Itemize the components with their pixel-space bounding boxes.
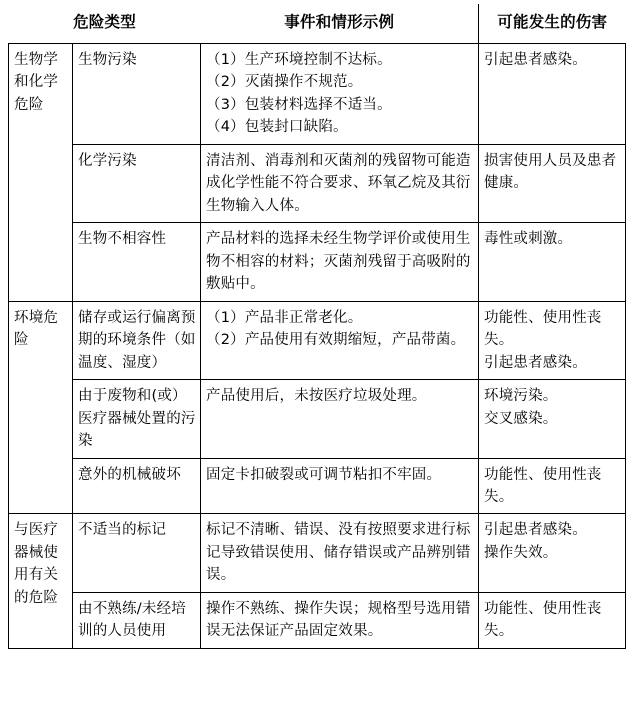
- column-header-example: 事件和情形示例: [201, 4, 479, 44]
- risk-group-name: 与医疗器械使用有关的危险: [9, 514, 73, 648]
- risk-example: （1）生产环境控制不达标。 （2）灭菌操作不规范。 （3）包装材料选择不适当。 （4）包装封口缺陷。: [201, 44, 479, 145]
- risk-example: 固定卡扣破裂或可调节粘扣不牢固。: [201, 458, 479, 514]
- risk-example: 产品使用后，未按医疗垃圾处理。: [201, 380, 479, 458]
- column-header-harm: 可能发生的伤害: [479, 4, 626, 44]
- table-row: [9, 380, 626, 458]
- risk-group-name: 生物学和化学危险: [9, 44, 73, 302]
- risk-example: 标记不清晰、错误、没有按照要求进行标记导致错误使用、储存错误或产品辨别错误。: [201, 514, 479, 592]
- table-row: [9, 301, 626, 379]
- risk-subtype: 由于废物和(或）医疗器械处置的污染: [73, 380, 201, 458]
- risk-group-name: 环境危险: [9, 301, 73, 514]
- risk-harm: 毒性或刺激。: [479, 223, 626, 301]
- table-row: [9, 458, 626, 514]
- risk-subtype: 化学污染: [73, 144, 201, 222]
- table-row: [9, 144, 626, 222]
- risk-harm: 功能性、使用性丧失。: [479, 592, 626, 648]
- risk-example: 清洁剂、消毒剂和灭菌剂的残留物可能造成化学性能不符合要求、环氧乙烷及其衍生物输入人体。: [201, 144, 479, 222]
- risk-subtype: 不适当的标记: [73, 514, 201, 592]
- risk-harm: 引起患者感染。 操作失效。: [479, 514, 626, 592]
- risk-harm: 损害使用人员及患者健康。: [479, 144, 626, 222]
- risk-harm: 环境污染。 交叉感染。: [479, 380, 626, 458]
- risk-harm: 引起患者感染。: [479, 44, 626, 145]
- risk-harm: 功能性、使用性丧失。: [479, 458, 626, 514]
- risk-example: 操作不熟练、操作失误；规格型号选用错误无法保证产品固定效果。: [201, 592, 479, 648]
- risk-subtype: 由不熟练/未经培训的人员使用: [73, 592, 201, 648]
- table-row: [9, 592, 626, 648]
- table-row: [9, 44, 626, 145]
- risk-analysis-table: [8, 4, 626, 649]
- risk-subtype: 生物污染: [73, 44, 201, 145]
- risk-example: 产品材料的选择未经生物学评价或使用生物不相容的材料；灭菌剂残留于高吸附的敷贴中。: [201, 223, 479, 301]
- risk-subtype: 意外的机械破坏: [73, 458, 201, 514]
- table-header-row: [9, 4, 626, 44]
- risk-subtype: 生物不相容性: [73, 223, 201, 301]
- risk-example: （1）产品非正常老化。 （2）产品使用有效期缩短，产品带菌。: [201, 301, 479, 379]
- table-body: [9, 44, 626, 649]
- table-row: [9, 514, 626, 592]
- table-header: [9, 4, 626, 44]
- risk-subtype: 储存或运行偏离预期的环境条件（如温度、湿度）: [73, 301, 201, 379]
- table-row: [9, 223, 626, 301]
- risk-harm: 功能性、使用性丧失。 引起患者感染。: [479, 301, 626, 379]
- column-header-risk-type: 危险类型: [9, 4, 201, 44]
